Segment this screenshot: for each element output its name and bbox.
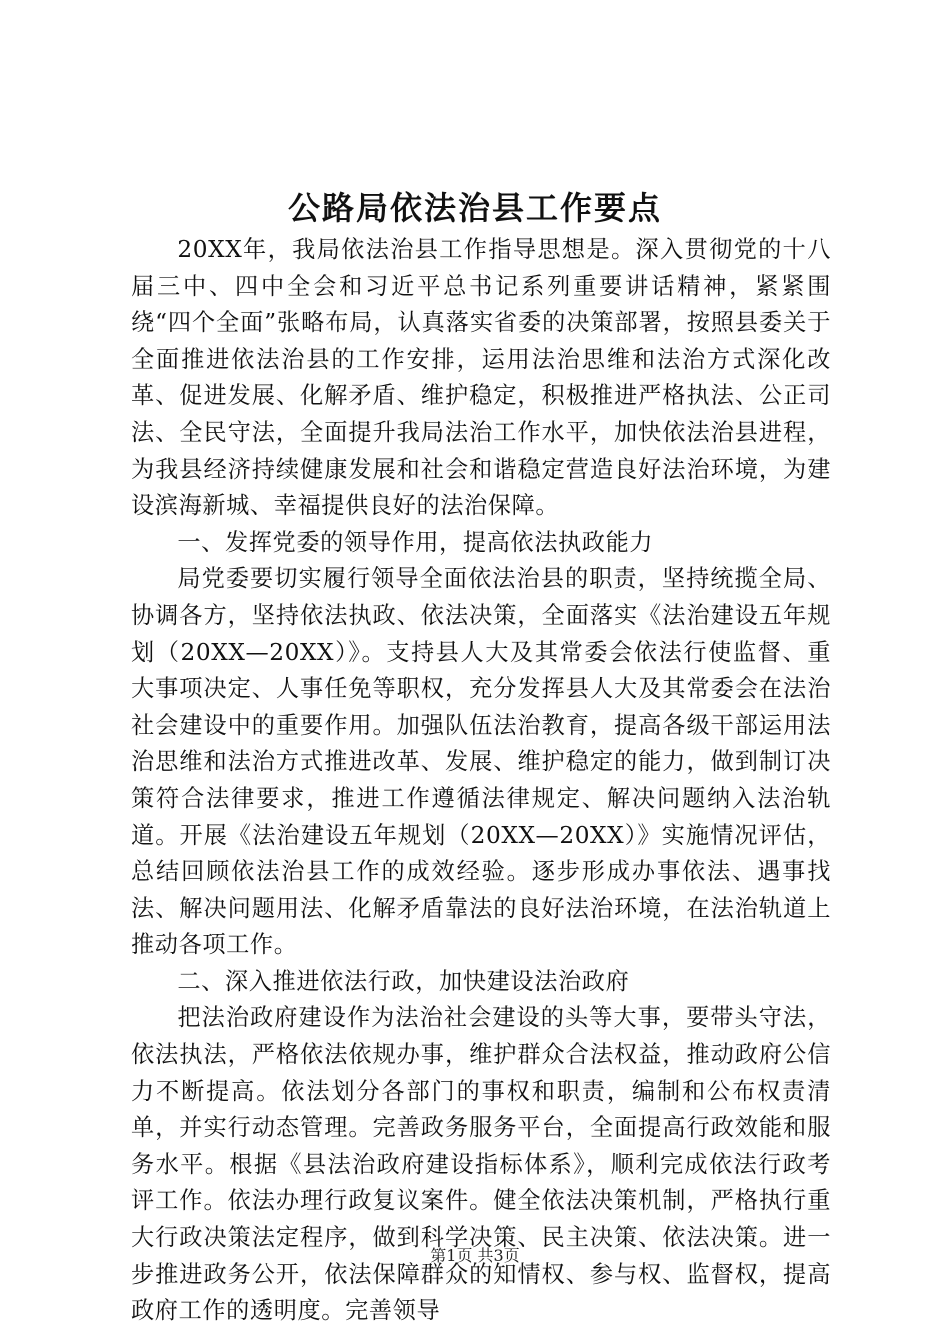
section-heading-2: 二、深入推进依法行政，加快建设法治政府 — [177, 967, 630, 995]
section-heading-1: 一、发挥党委的领导作用，提高依法执政能力 — [177, 528, 654, 556]
section-1-paragraph: 局党委要切实履行领导全面依法治县的职责，坚持统揽全局、协调各方，坚持依法执政、依法决策，全面落实《法治建设五年规划（20XX—20XX）》。支持县人大及其常委会依法行使监督、重大事项决定、人事任免等职权，充分发挥县人大及其常委会在法治社会建设中的重要作用。加强队伍法治教育，提高各级干部运用法治思维和法治方式推进改革、发展、维护稳定的能力，做到制订决策符合法律要求，推进工作遵循法律规定、解决问题纳入法治轨道。开展《法治建设五年规划（20XX—20XX）》实施情况评估，总结回顾依法治县工作的成效经验。逐步形成办事依法、遇事找法、解决问题用法、化解矛盾靠法的良好法治环境，在法治轨道上推动各项工作。 — [131, 565, 831, 959]
page-footer: 第1页 共3页 — [430, 1246, 520, 1265]
section-2-paragraph: 把法治政府建设作为法治社会建设的头等大事，要带头守法，依法执法，严格依法依规办事，维护群众合法权益，推动政府公信力不断提高。依法划分各部门的事权和职责，编制和公布权责清单，并实行动态管理。完善政务服务平台，全面提高行政效能和服务水平。根据《县法治政府建设指标体系》，顺利完成依法行政考评工作。依法办理行政复议案件。健全依法决策机制，严格执行重大行政决策法定程序，做到科学决策、民主决策、依法决策。进一步推进政务公开，依法保障群众的知情权、参与权、监督权，提高政府工作的透明度。完善领导 — [131, 1004, 831, 1325]
intro-paragraph: 20XX年，我局依法治县工作指导思想是。深入贯彻党的十八届三中、四中全会和习近平总书记系列重要讲话精神，紧紧围绕“四个全面”张略布局，认真落实省委的决策部署，按照县委关于全面推进依法治县的工作安排，运用法治思维和法治方式深化改革、促进发展、化解矛盾、维护稳定，积极推进严格执法、公正司法、全民守法，全面提升我局法治工作水平，加快依法治县进程，为我县经济持续健康发展和社会和谐稳定营造良好法治环境，为建设滨海新城、幸福提供良好的法治保障。 — [131, 236, 831, 520]
document-title: 公路局依法治县工作要点 — [287, 189, 662, 227]
document-body — [131, 232, 831, 1330]
